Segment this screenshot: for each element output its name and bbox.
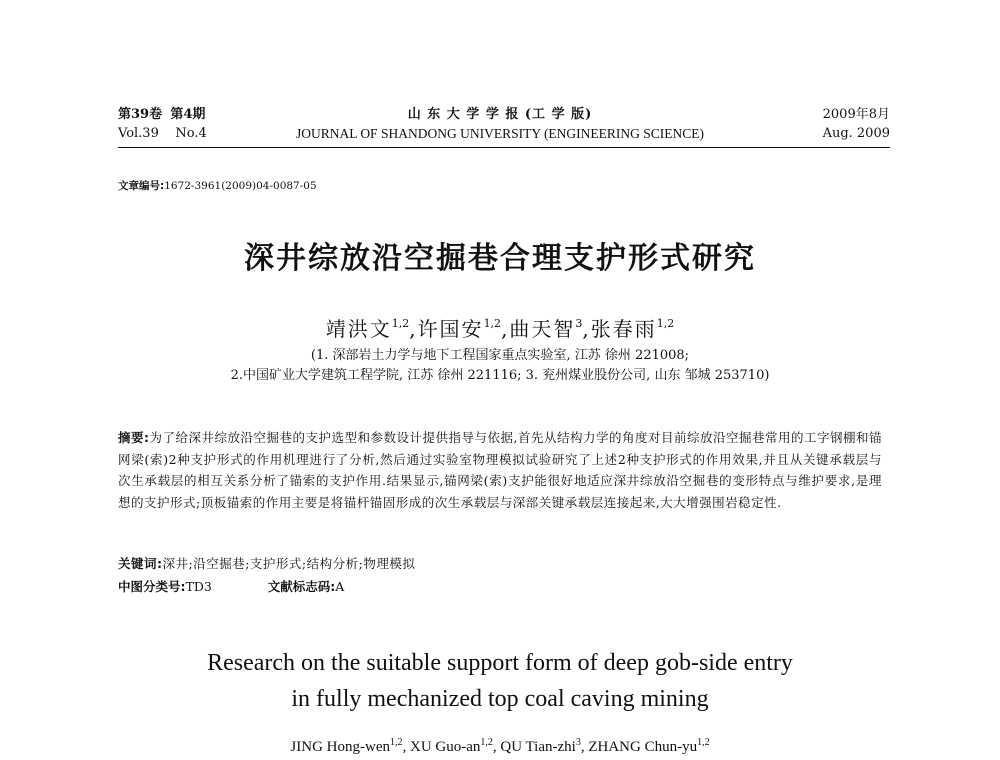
author-en-name: JING Hong-wen (290, 739, 390, 755)
article-id (118, 178, 317, 193)
title-en (0, 645, 1000, 717)
author-cn-name: 张春雨 (590, 317, 657, 341)
journal-title-cn: 山 东 大 学 学 报 (工 学 版) (407, 107, 593, 122)
author-en-name: ZHANG Chun-yu (588, 739, 698, 755)
author-cn-affiliation-sup: 1,2 (483, 317, 502, 330)
author-en-affiliation-sup: 1,2 (697, 737, 710, 748)
clc-value: TD3 (185, 579, 212, 594)
journal-title-en: JOURNAL OF SHANDONG UNIVERSITY (ENGINEERING SCIENCE) (295, 126, 705, 141)
classification (118, 577, 344, 595)
author-en-separator: , (402, 739, 410, 755)
affiliations (0, 346, 1000, 386)
date-cn: 2009年8月 (822, 107, 890, 122)
author-cn-affiliation-sup: 1,2 (391, 317, 410, 330)
author-en-affiliation-sup: 1,2 (389, 737, 403, 748)
date-en: Aug. 2009 (822, 126, 890, 141)
author-en-affiliation-sup: 1,2 (480, 737, 493, 748)
article-id-label: 文章编号: (118, 180, 165, 192)
author-cn-name: 曲天智 (509, 317, 576, 341)
volume-cn: 第39卷 (118, 107, 163, 122)
authors-cn (0, 313, 1000, 342)
keywords (118, 554, 415, 572)
author-cn-affiliation-sup: 3 (575, 317, 583, 330)
author-cn-separator: , (582, 317, 591, 341)
author-cn-name: 靖洪文 (325, 317, 392, 341)
author-cn-affiliation-sup: 1,2 (656, 317, 675, 330)
doc-code-label: 文献标志码: (267, 579, 336, 594)
clc-label: 中图分类号: (118, 579, 186, 594)
abstract-label: 摘要: (118, 430, 150, 445)
header-rule (118, 147, 890, 148)
volume-issue-cn (118, 105, 205, 124)
article-id-value: 1672-3961(2009)04-0087-05 (164, 180, 317, 192)
keywords-label: 关键词: (118, 556, 163, 571)
author-en-affiliation-sup: 3 (575, 737, 581, 748)
doc-code-value: A (335, 579, 345, 594)
author-en-name: QU Tian-zhi (500, 739, 576, 755)
author-en-separator: , (580, 739, 589, 755)
keywords-text: 深井;沿空掘巷;支护形式;结构分析;物理模拟 (162, 556, 416, 571)
abstract (118, 427, 882, 513)
issue-cn: 第4期 (170, 107, 206, 122)
volume-issue-en (118, 124, 207, 143)
title-en-line-1: Research on the suitable support form of deep gob-side entry (207, 650, 793, 676)
author-cn-separator: , (501, 317, 510, 341)
authors-en (0, 737, 1000, 756)
author-cn-name: 许国安 (417, 317, 484, 341)
abstract-text: 为了给深井综放沿空掘巷的支护选型和参数设计提供指导与依据,首先从结构力学的角度对目前综放沿空掘巷常用的工字钢棚和锚网梁(索)2种支护形式的作用机理进行了分析,然后通过实验室物理模拟试验研究了上述2种支护形式的作用效果,并且从关键承载层与次生承载层的相互关系分析了锚索的支护作用.结果显示,锚网梁(索)支护能很好地适应深井综放沿空掘巷的变形特点与维护要求,是理想的支护形式;顶板锚索的作用主要是将锚杆锚固形成的次生承载层与深部关键承载层连接起来,大大增强围岩稳定性. (118, 430, 882, 510)
author-cn-separator: , (409, 317, 418, 341)
author-en-separator: , (492, 739, 501, 755)
title-cn: 深井综放沿空掘巷合理支护形式研究 (244, 241, 756, 276)
author-en-name: XU Guo-an (409, 739, 481, 755)
title-en-line-2: in fully mechanized top coal caving mining (291, 686, 709, 712)
affiliation-line-2: 2.中国矿业大学建筑工程学院, 江苏 徐州 221116; 3. 兖州煤业股份公司, 山东 邹城 253710) (230, 368, 770, 383)
affiliation-line-1: (1. 深部岩土力学与地下工程国家重点实验室, 江苏 徐州 221008; (310, 348, 690, 363)
issue-en: No.4 (175, 126, 207, 141)
volume-en: Vol.39 (118, 126, 159, 141)
